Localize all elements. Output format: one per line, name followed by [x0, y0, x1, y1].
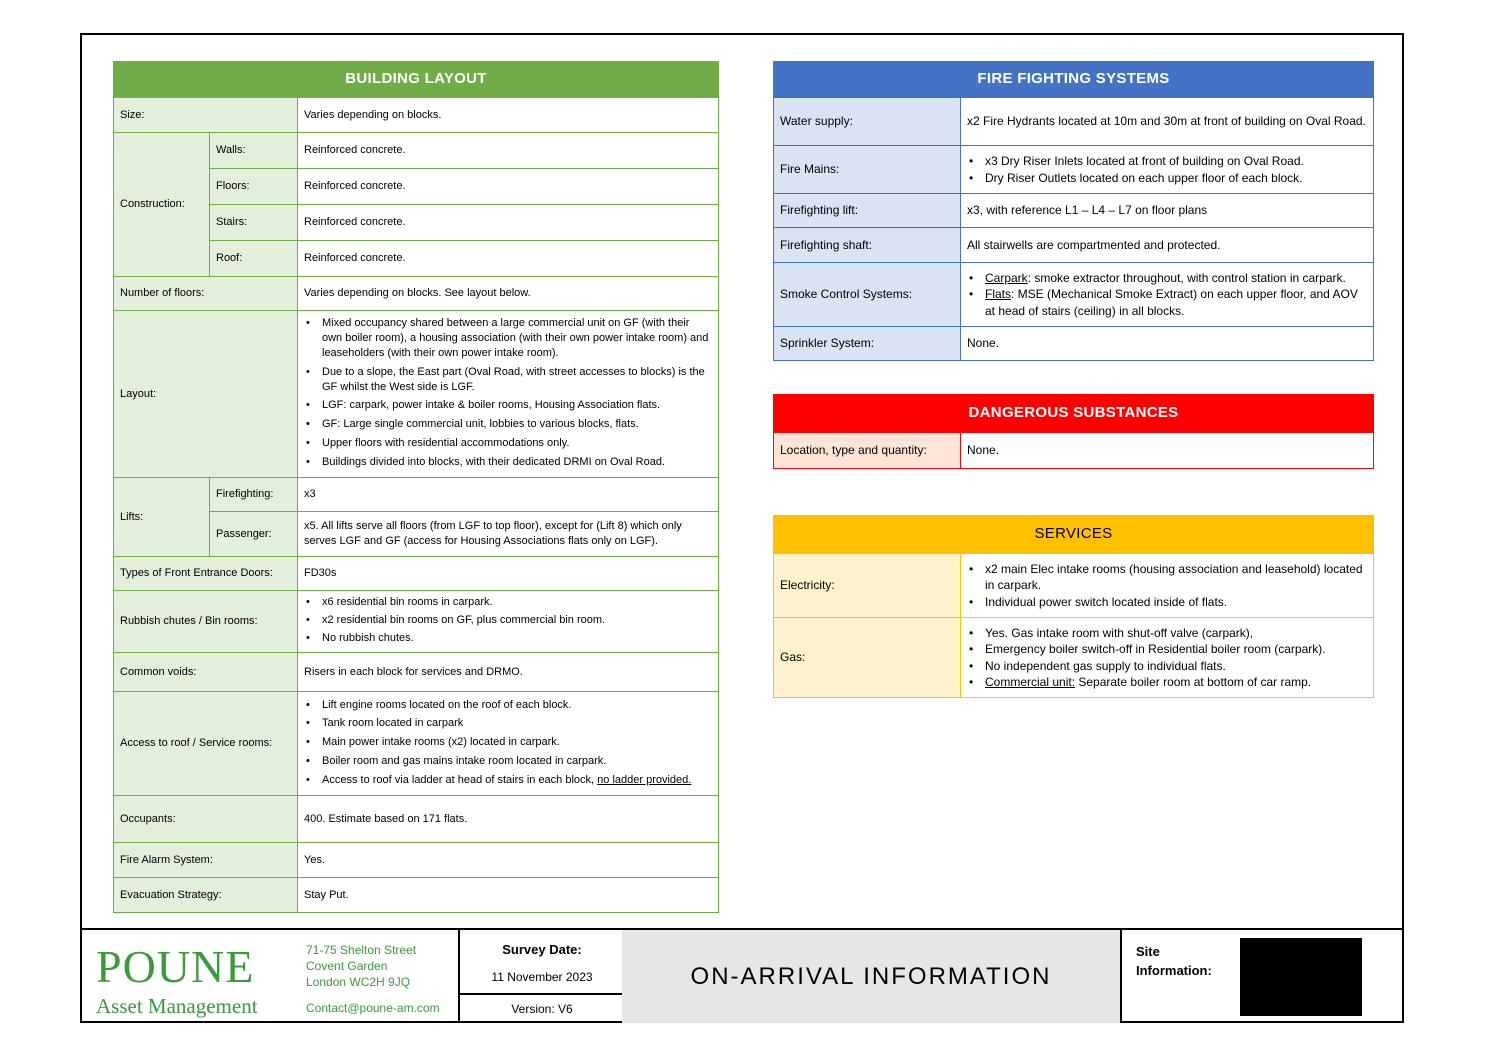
construction-label: Construction:	[114, 133, 210, 277]
electricity-label: Electricity:	[774, 554, 961, 618]
firefighting-shaft-label: Firefighting shaft:	[774, 228, 961, 263]
size-value: Varies depending on blocks.	[298, 98, 719, 133]
electricity-item: • Individual power switch located inside of flats.	[985, 594, 1367, 610]
gas-item: • Yes. Gas intake room with shut-off valve (carpark),	[985, 625, 1367, 641]
site-label-line: Information:	[1136, 963, 1212, 978]
company-logo	[96, 938, 296, 1018]
building-layout-table	[113, 61, 719, 913]
firefighting-shaft-value: All stairwells are compartmented and protected.	[961, 228, 1374, 263]
voids-label: Common voids:	[114, 653, 298, 692]
smoke-control-label: Smoke Control Systems:	[774, 263, 961, 327]
document-title: ON-ARRIVAL INFORMATION	[622, 930, 1122, 1023]
roof-access-item: • Lift engine rooms located on the roof of each block.	[322, 698, 712, 713]
layout-item: • LGF: carpark, power intake & boiler rooms, Housing Association flats.	[322, 398, 712, 413]
size-label: Size:	[114, 98, 298, 133]
number-of-floors-label: Number of floors:	[114, 277, 298, 311]
stairs-value: Reinforced concrete.	[298, 205, 719, 241]
fire-mains-cell	[961, 146, 1374, 194]
water-supply-label: Water supply:	[774, 98, 961, 146]
logo-subtitle: Asset Management	[96, 994, 258, 1018]
doors-label: Types of Front Entrance Doors:	[114, 557, 298, 591]
evacuation-label: Evacuation Strategy:	[114, 878, 298, 913]
roof-access-item: • Boiler room and gas mains intake room located in carpark.	[322, 754, 712, 769]
location-value: None.	[961, 433, 1374, 469]
commercial-unit-text: Separate boiler room at bottom of car ramp.	[1075, 674, 1312, 689]
electricity-cell	[961, 554, 1374, 618]
survey-date: 11 November 2023	[491, 970, 593, 984]
dangerous-substances-table	[773, 394, 1374, 469]
alarm-label: Fire Alarm System:	[114, 843, 298, 878]
services-table	[773, 515, 1374, 698]
floors-label: Floors:	[210, 169, 298, 205]
roof-access-item	[322, 773, 712, 788]
footer	[80, 928, 1404, 1025]
firefighting-lift-value: x3	[298, 478, 719, 512]
walls-label: Walls:	[210, 133, 298, 169]
survey-date-caption: Survey Date:	[502, 942, 582, 957]
roof-label: Roof:	[210, 241, 298, 277]
contact-email[interactable]: Contact@poune-am.com	[306, 1001, 440, 1015]
gas-item: • No independent gas supply to individual flats.	[985, 658, 1367, 674]
survey-box	[458, 930, 626, 1023]
roof-access-text: Access to roof via ladder at head of stairs in each block,	[322, 774, 598, 787]
smoke-control-cell	[961, 263, 1374, 327]
roof-value: Reinforced concrete.	[298, 241, 719, 277]
doors-value: FD30s	[298, 557, 719, 591]
company-address	[306, 942, 440, 1016]
site-information-label	[1136, 942, 1212, 980]
gas-item	[985, 674, 1367, 690]
carpark-key: Carpark	[985, 271, 1028, 286]
roof-access-item: • Main power intake rooms (x2) located in carpark.	[322, 735, 712, 750]
alarm-value: Yes.	[298, 843, 719, 878]
stairs-label: Stairs:	[210, 205, 298, 241]
location-label: Location, type and quantity:	[774, 433, 961, 469]
layout-item: • Buildings divided into blocks, with their dedicated DRMI on Oval Road.	[322, 455, 712, 470]
gas-cell	[961, 618, 1374, 698]
services-title: SERVICES	[774, 516, 1374, 554]
electricity-item: • x2 main Elec intake rooms (housing association and leasehold) located in carpark.	[985, 561, 1367, 593]
voids-value: Risers in each block for services and DRMO.	[298, 653, 719, 692]
building-layout-title: BUILDING LAYOUT	[114, 62, 719, 98]
walls-value: Reinforced concrete.	[298, 133, 719, 169]
commercial-unit-key: Commercial unit:	[985, 674, 1076, 689]
layout-cell	[298, 311, 719, 478]
rubbish-label: Rubbish chutes / Bin rooms:	[114, 591, 298, 653]
fire-fighting-title: FIRE FIGHTING SYSTEMS	[774, 62, 1374, 98]
fire-mains-item: • x3 Dry Riser Inlets located at front of building on Oval Road.	[985, 153, 1367, 169]
rubbish-item: • x6 residential bin rooms in carpark.	[322, 596, 712, 610]
fire-fighting-table	[773, 61, 1374, 361]
evacuation-value: Stay Put.	[298, 878, 719, 913]
site-label-line: Site	[1136, 944, 1160, 959]
gas-label: Gas:	[774, 618, 961, 698]
water-supply-value: x2 Fire Hydrants located at 10m and 30m at front of building on Oval Road.	[961, 98, 1374, 146]
carpark-text: : smoke extractor throughout, with control station in carpark.	[1027, 271, 1346, 286]
rubbish-item: • x2 residential bin rooms on GF, plus commercial bin room.	[322, 614, 712, 628]
smoke-control-item	[985, 270, 1367, 286]
sprinkler-label: Sprinkler System:	[774, 327, 961, 361]
gas-item: • Emergency boiler switch-off in Residential boiler room (carpark).	[985, 641, 1367, 657]
roof-access-label: Access to roof / Service rooms:	[114, 692, 298, 796]
layout-item: • Upper floors with residential accommodations only.	[322, 436, 712, 451]
fire-mains-label: Fire Mains:	[774, 146, 961, 194]
address-line: London WC2H 9JQ	[306, 975, 411, 989]
firefighting-lift-value: x3, with reference L1 – L4 – L7 on floor plans	[961, 194, 1374, 228]
passenger-lift-label: Passenger:	[210, 512, 298, 557]
occupants-value: 400. Estimate based on 171 flats.	[298, 796, 719, 843]
firefighting-lift-label: Firefighting:	[210, 478, 298, 512]
passenger-lift-value: x5. All lifts serve all floors (from LGF to top floor), except for (Lift 8) which only serves LGF and GF (access for Housing Associations flats only on LGF).	[298, 512, 719, 557]
number-of-floors-value: Varies depending on blocks. See layout below.	[298, 277, 719, 311]
logo-wordmark: POUNE	[96, 941, 255, 992]
lifts-label: Lifts:	[114, 478, 210, 557]
redacted-site-image	[1240, 938, 1362, 1016]
rubbish-item: • No rubbish chutes.	[322, 632, 712, 646]
fire-mains-item: • Dry Riser Outlets located on each upper floor of each block.	[985, 170, 1367, 186]
layout-item: • Due to a slope, the East part (Oval Road, with street accesses to blocks) is the GF whilst the West side is LGF.	[322, 365, 712, 395]
no-ladder-note: no ladder provided.	[597, 774, 692, 787]
roof-access-item: • Tank room located in carpark	[322, 716, 712, 731]
address-line: Covent Garden	[306, 959, 388, 973]
address-line: 71-75 Shelton Street	[306, 943, 417, 957]
flats-text: : MSE (Mechanical Smoke Extract) on each upper floor, and AOV at head of stairs (ceiling) in all blocks.	[985, 287, 1358, 318]
sprinkler-value: None.	[961, 327, 1374, 361]
layout-item: • GF: Large single commercial unit, lobbies to various blocks, flats.	[322, 417, 712, 432]
dangerous-title: DANGEROUS SUBSTANCES	[774, 395, 1374, 433]
layout-item: • Mixed occupancy shared between a large commercial unit on GF (with their own boiler room), a housing association (with their own power intake room) and leaseholders (with their own power intake room).	[322, 316, 712, 361]
firefighting-lift-label: Firefighting lift:	[774, 194, 961, 228]
flats-key: Flats	[985, 287, 1012, 302]
occupants-label: Occupants:	[114, 796, 298, 843]
floors-value: Reinforced concrete.	[298, 169, 719, 205]
smoke-control-item	[985, 286, 1367, 318]
layout-label: Layout:	[114, 311, 298, 478]
roof-access-cell	[298, 692, 719, 796]
version: Version: V6	[460, 993, 624, 1023]
rubbish-cell	[298, 591, 719, 653]
